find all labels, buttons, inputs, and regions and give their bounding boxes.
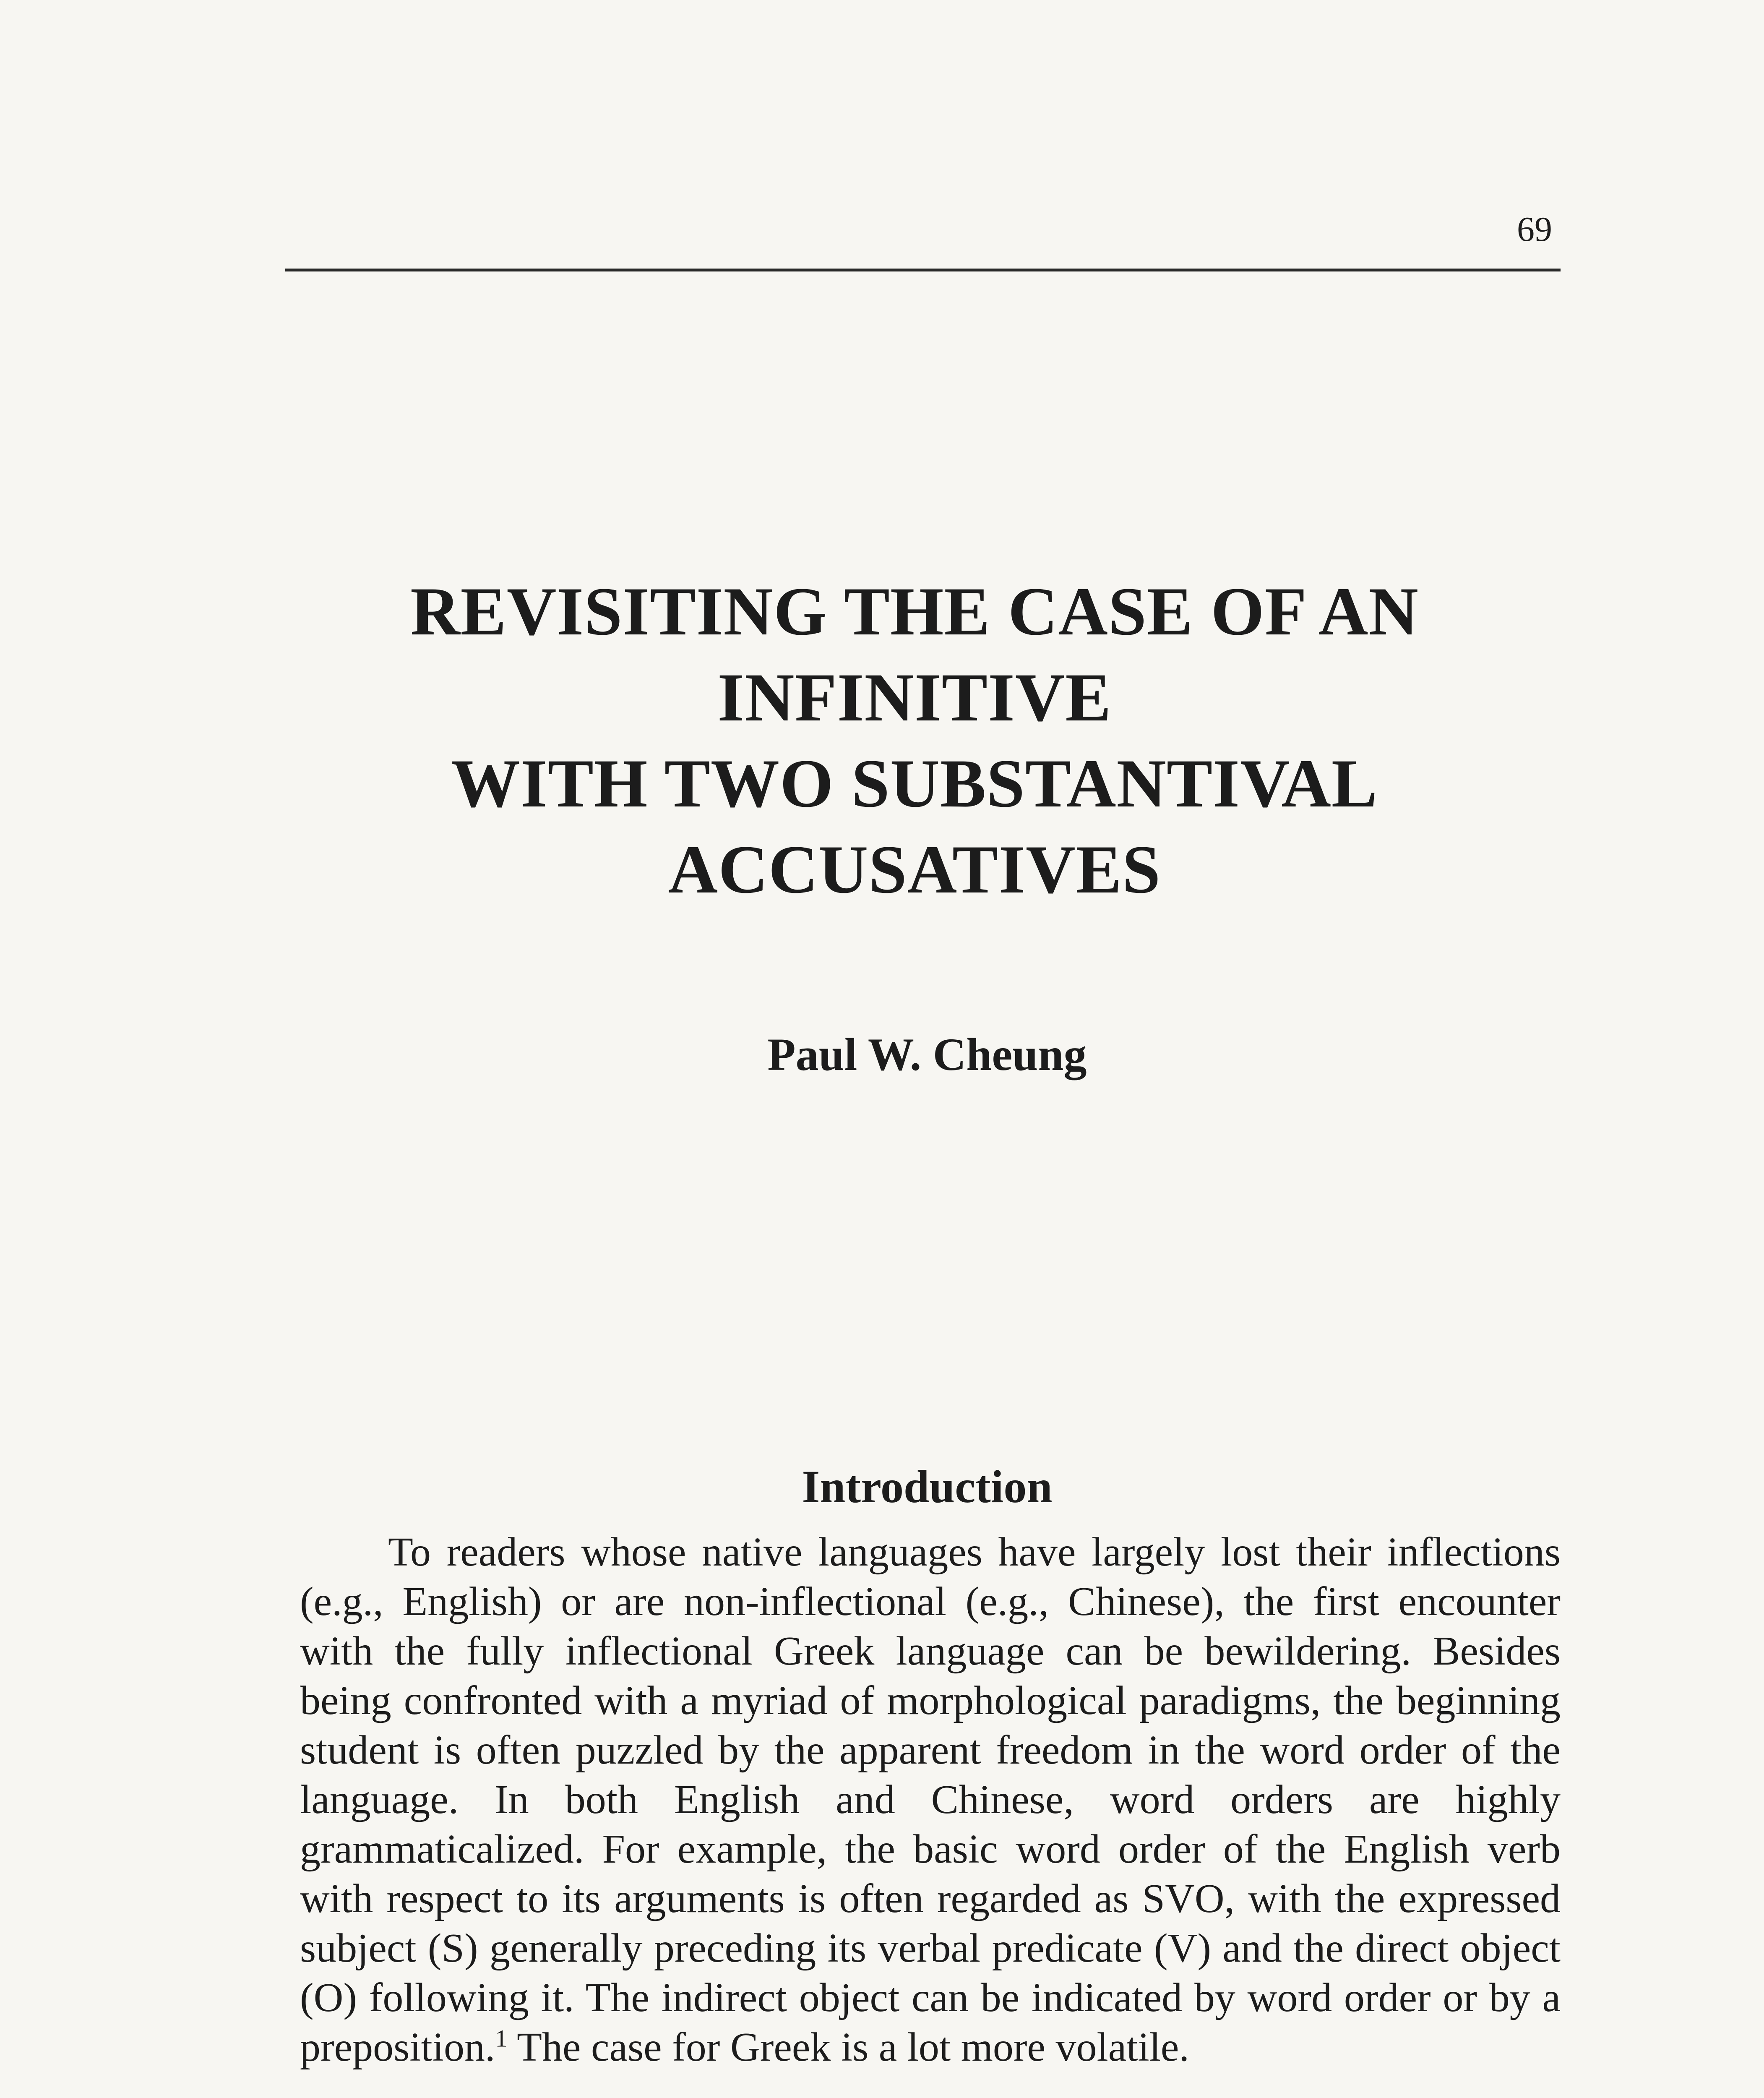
paragraph-main: To readers whose native languages have largely lost their inflections (e.g., English) or are non-inflectional (e.g., Chinese), the first encounter with the fully inflectional Greek language can be bewildering. Besides being confronted with a myriad of morphological paradigms, the beginning student is often puzzled by the apparent freedom in the word order of the language. In both English and Chinese, word orders are highly grammaticalized. For example, the basic word order of the English verb with respect to its arguments is often regarded as SVO, with the expressed subject (S) generally preceding its verbal predicate (V) and the direct object (O) following it. The indirect object can be indicated by word order or by a preposition.: [300, 1529, 1561, 2070]
paragraph-tail: The case for Greek is a lot more volatile.: [507, 2025, 1189, 2070]
header-rule: [285, 269, 1561, 271]
page-number: 69: [1517, 210, 1552, 249]
title-line-1: REVISITING THE CASE OF AN INFINITIVE: [410, 574, 1419, 736]
author-name: Paul W. Cheung: [767, 1029, 1087, 1080]
body-text: [300, 1527, 1561, 2072]
article-title: [252, 569, 1577, 913]
section-heading: Introduction: [802, 1461, 1053, 1512]
paragraph: [300, 1527, 1561, 2072]
footnote-reference[interactable]: 1: [495, 2025, 508, 2052]
title-line-2: WITH TWO SUBSTANTIVAL ACCUSATIVES: [451, 746, 1378, 908]
